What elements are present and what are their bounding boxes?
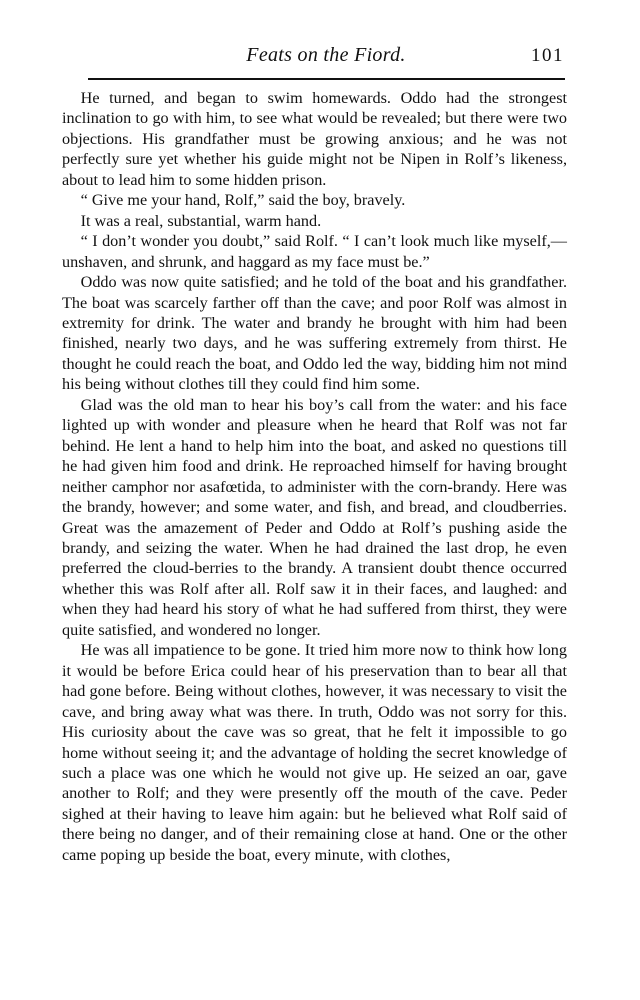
header-rule <box>88 78 565 80</box>
paragraph: “ I don’t wonder you doubt,” said Rolf. “ I can’t look much like myself,—unshaven, and shrunk, and haggard as my face must be.” <box>62 232 567 271</box>
page-number: 101 <box>531 45 564 66</box>
paragraph: Glad was the old man to hear his boy’s call from the water: and his face lighted up with wonder and pleasure when he heard that Rolf was not far behind. He lent a hand to help him into the boat, and asked no questions till he had given him food and drink. He reproached himself for having brought neither camphor nor asafœtida, to administer with the corn-brandy. Here was the brandy, however; and some water, and fish, and bread, and cloudberries. Great was the amazement of Peder and Oddo at Rolf’s pushing aside the brandy, and seizing the water. When he had drained the last drop, he even preferred the cloud-berries to the brandy. A transient doubt thence occurred whether this was Rolf after all. Rolf saw it in their faces, and laughed: and when they had heard his story of what he had suffered from thirst, they were quite satisfied, and wondered no longer. <box>62 395 567 639</box>
body-text <box>62 88 567 865</box>
running-head <box>88 44 564 74</box>
running-title: Feats on the Fiord. <box>246 44 406 66</box>
paragraph: “ Give me your hand, Rolf,” said the boy, bravely. <box>80 191 406 210</box>
paragraph: It was a real, substantial, warm hand. <box>80 211 322 230</box>
paragraph: He was all impatience to be gone. It tried him more now to think how long it would be before Erica could hear of his preservation than to bear all that had gone before. Being without clothes, however, it was necessary to visit the cave, and bring away what was there. In truth, Oddo was not sorry for this. His curiosity about the cave was so great, that he felt it impossible to go home without seeing it; and the advantage of holding the secret knowledge of such a place was one which he would not give up. He seized an oar, gave another to Rolf; and they were presently off the mouth of the cave. Peder sighed at their having to leave him again: but he believed what Rolf said of there being no danger, and of their remaining close at hand. One or the other came poping up beside the boat, every minute, with clothes, <box>62 641 567 864</box>
paragraph: Oddo was now quite satisfied; and he told of the boat and his grandfather. The boat was scarcely farther off than the cave; and poor Rolf was almost in extremity for drink. The water and brandy he brought with him had been finished, nearly two days, and he was suffering extremely from thirst. He thought he could reach the boat, and Oddo led the way, bidding him not mind his being without clothes till they could find him some. <box>62 273 567 394</box>
paragraph: He turned, and began to swim homewards. Oddo had the strongest inclination to go with him, to see what would be revealed; but there were two objections. His grandfather must be growing anxious; and he was not perfectly sure yet whether his guide might not be Nipen in Rolf’s likeness, about to lead him to some hidden prison. <box>62 89 567 189</box>
